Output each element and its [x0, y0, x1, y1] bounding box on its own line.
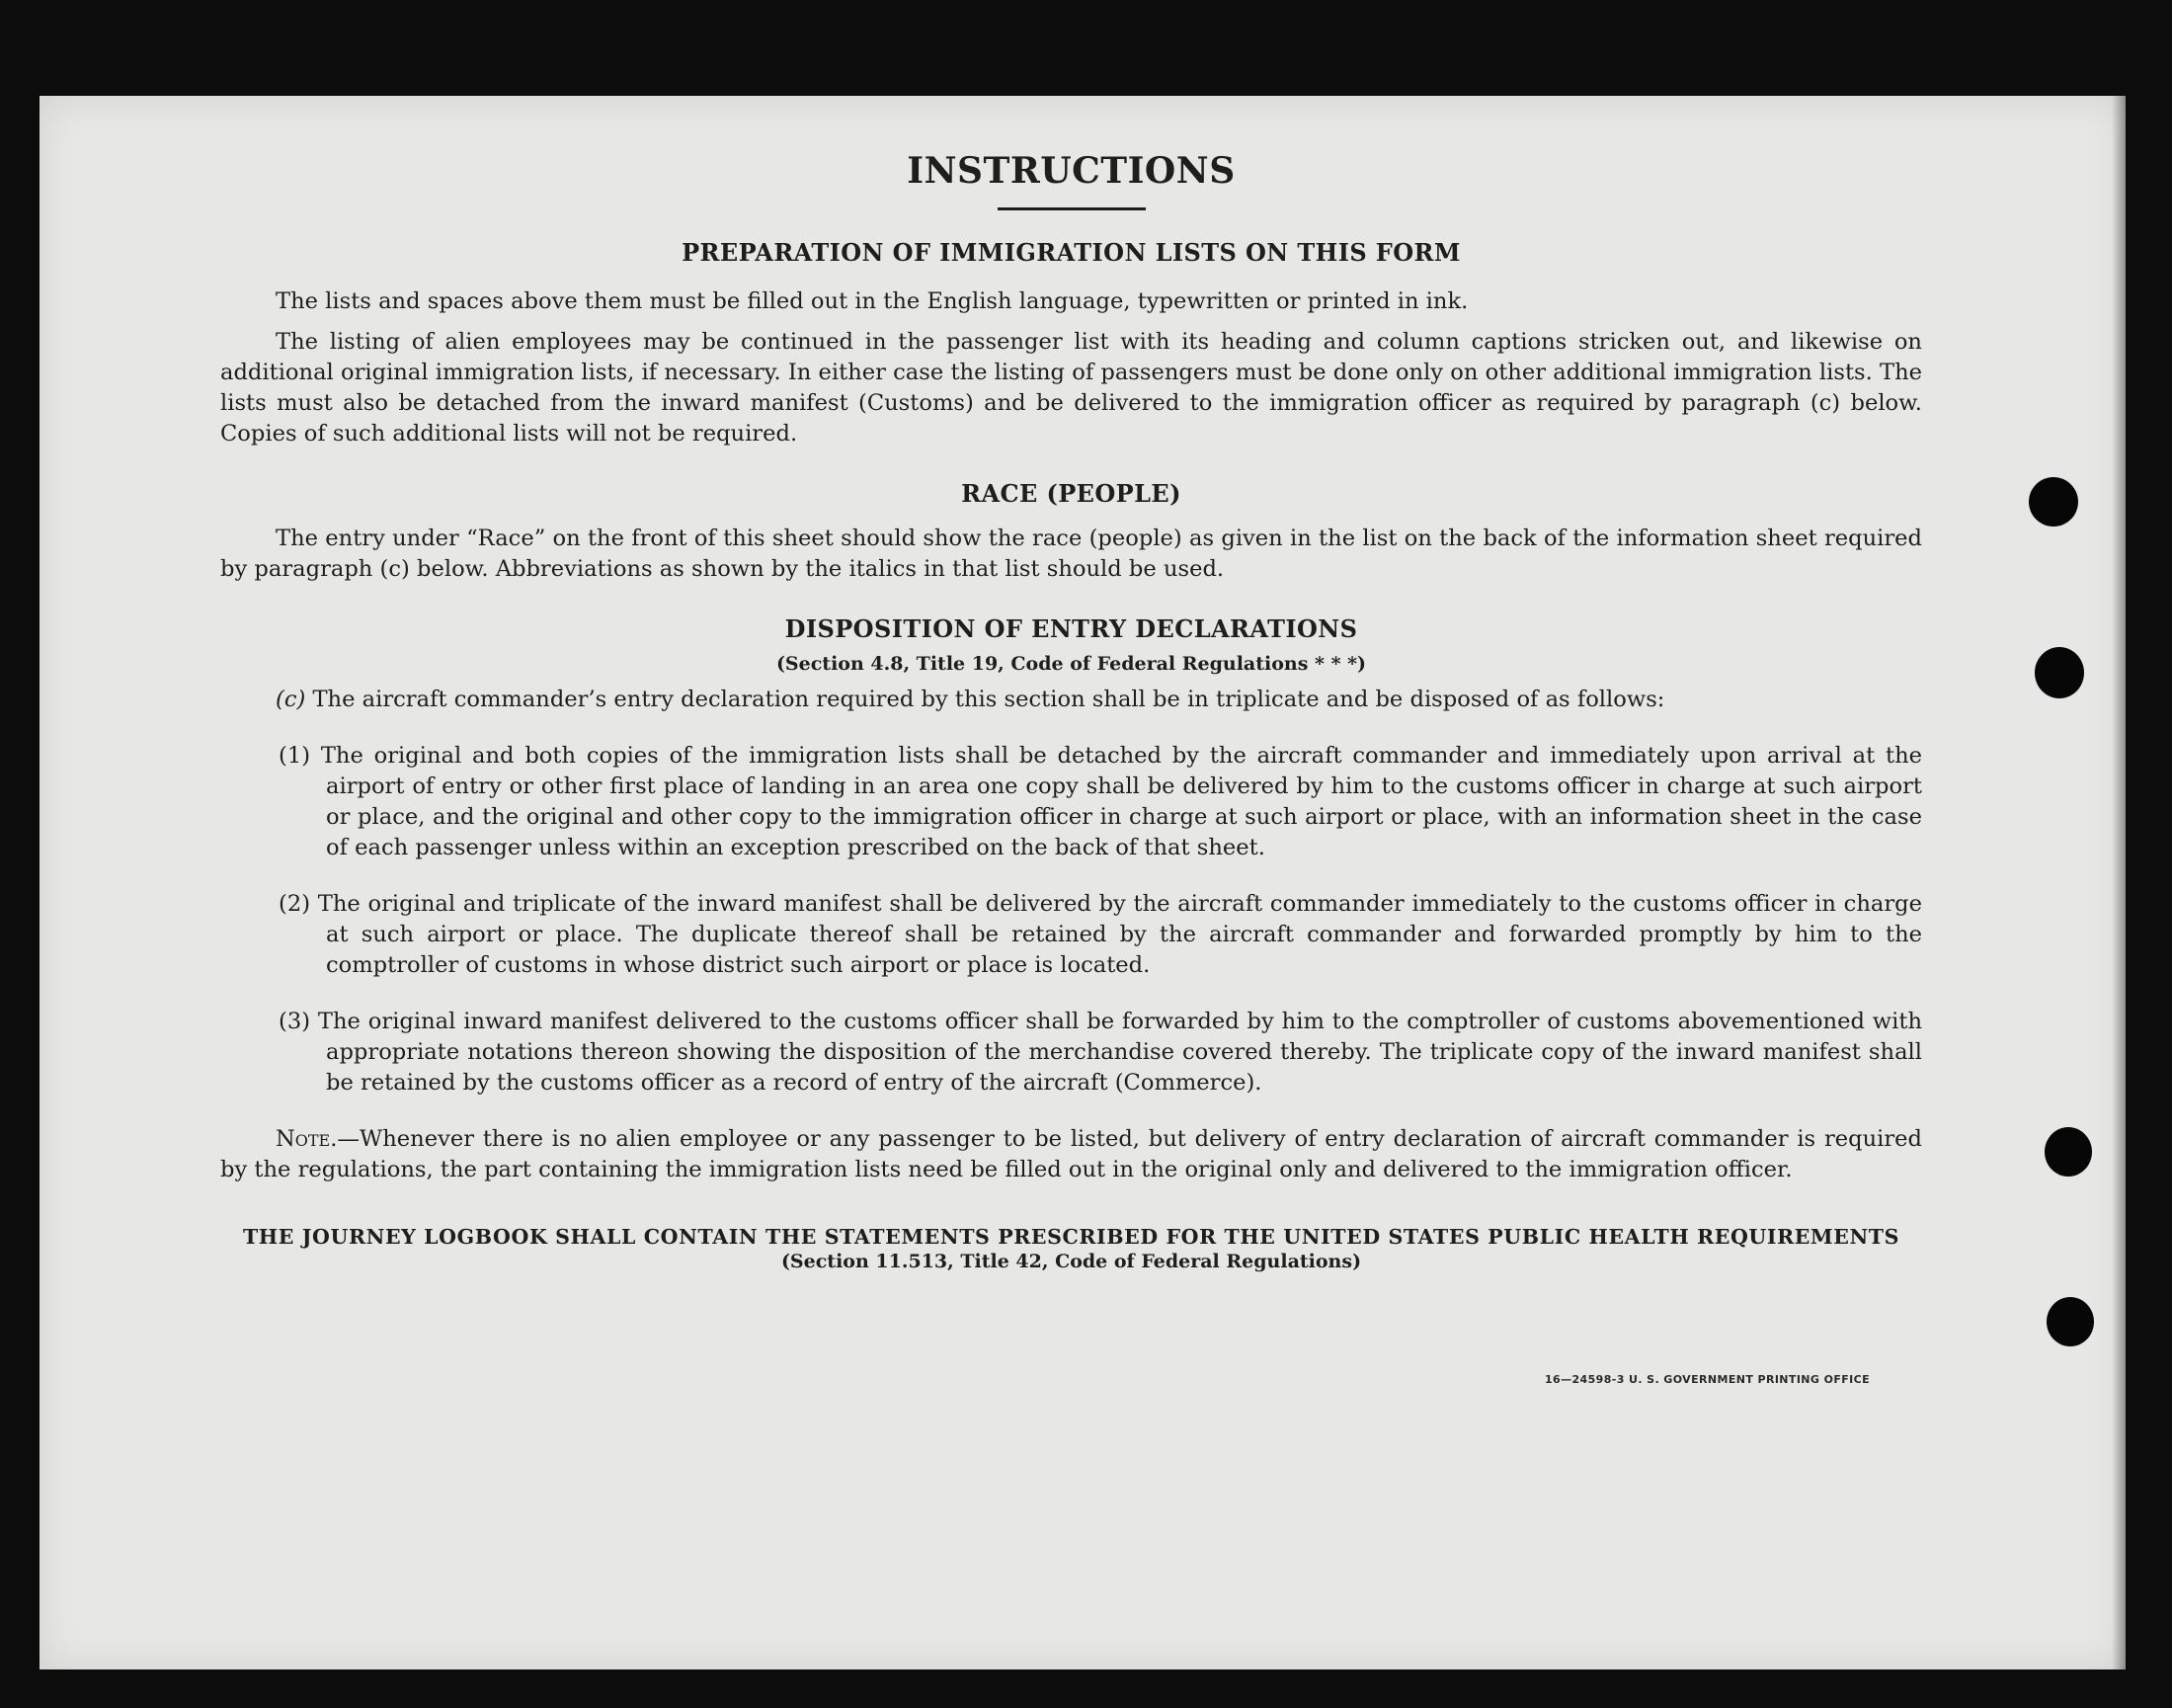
- disposition-item-1: [279, 741, 1922, 863]
- preparation-paragraph-2: The listing of alien employees may be continued in the passenger list with its heading and column captions stricken out, and likewise on additional original immigration lists, if necessary. In either case the listing of passengers must be done only on other additional immigration lists. The lists must also be detached from the inward manifest (Customs) and be delivered to the immigration officer as required by paragraph (c) below. Copies of such additional lists will not be required.: [220, 329, 1922, 447]
- note-paragraph: [220, 1124, 1922, 1185]
- item-2-label: (2): [279, 891, 311, 917]
- item-2-text: The original and triplicate of the inward manifest shall be delivered by the aircraft commander immediately to the customs officer in charge at such airport or place. The duplicate thereof shall be retained by the aircraft commander and forwarded promptly by him to the comptroller of customs in whose district such airport or place is located.: [317, 891, 1922, 978]
- item-1-label: (1): [279, 743, 311, 769]
- item-3-text: The original inward manifest delivered to the customs officer shall be forwarded by him to the comptroller of customs abovementioned with appropriate notations thereon showing the disposition of the merchandise covered thereby. The triplicate copy of the inward manifest shall be retained by the customs officer as a record of entry of the aircraft (Commerce).: [317, 1009, 1922, 1096]
- disposition-item-3: [279, 1007, 1922, 1098]
- title-underline: [998, 207, 1146, 210]
- clause-c-text: The aircraft commander’s entry declaration required by this section shall be in triplicate and be disposed of as follows:: [312, 687, 1665, 712]
- punch-hole-1: [2029, 477, 2078, 527]
- note-label: Note.: [276, 1126, 338, 1152]
- preparation-paragraph-1: The lists and spaces above them must be filled out in the English language, typewritten or printed in ink.: [276, 288, 1469, 314]
- punch-hole-2: [2035, 647, 2084, 698]
- clause-c: [276, 685, 1922, 715]
- public-health-heading: THE JOURNEY LOGBOOK SHALL CONTAIN THE STATEMENTS PRESCRIBED FOR THE UNITED STATES PUBLIC HEALTH REQUIREMENTS: [242, 1225, 1900, 1249]
- section-heading-preparation: PREPARATION OF IMMIGRATION LISTS ON THIS FORM: [682, 238, 1461, 267]
- note-text: —Whenever there is no alien employee or any passenger to be listed, but delivery of entry declaration of aircraft commander is required by the regulations, the part containing the immigration lists need be filled out in the original only and delivered to the immigration officer.: [220, 1126, 1922, 1182]
- printing-office-imprint: 16—24598-3 U. S. GOVERNMENT PRINTING OFFICE: [1545, 1373, 1871, 1386]
- instructions-body: [220, 150, 1922, 1272]
- punch-hole-4: [2047, 1297, 2094, 1346]
- disposition-citation: (Section 4.8, Title 19, Code of Federal Regulations * * *): [775, 653, 1367, 675]
- item-1-text: The original and both copies of the immigration lists shall be detached by the aircraft commander and immediately upon arrival at the airport of entry or other first place of landing in an area one copy shall be delivered by him to the customs officer in charge at such airport or place, and the original and other copy to the immigration officer in charge at such airport or place, with an information sheet in the case of each passenger unless within an exception prescribed on the back of that sheet.: [320, 743, 1922, 860]
- item-3-label: (3): [279, 1009, 311, 1034]
- page-title: INSTRUCTIONS: [907, 150, 1236, 192]
- race-paragraph: The entry under “Race” on the front of this sheet should show the race (people) as given in the list on the back of the information sheet required by paragraph (c) below. Abbreviations as shown by the italics in that list should be used.: [220, 526, 1922, 582]
- section-heading-disposition: DISPOSITION OF ENTRY DECLARATIONS: [784, 614, 1358, 643]
- disposition-item-2: [279, 889, 1922, 981]
- document-page: [40, 96, 2126, 1669]
- punch-hole-3: [2045, 1127, 2092, 1177]
- section-heading-race: RACE (PEOPLE): [961, 479, 1181, 508]
- clause-c-label: (c): [276, 687, 306, 712]
- public-health-citation: (Section 11.513, Title 42, Code of Federal Regulations): [780, 1251, 1362, 1272]
